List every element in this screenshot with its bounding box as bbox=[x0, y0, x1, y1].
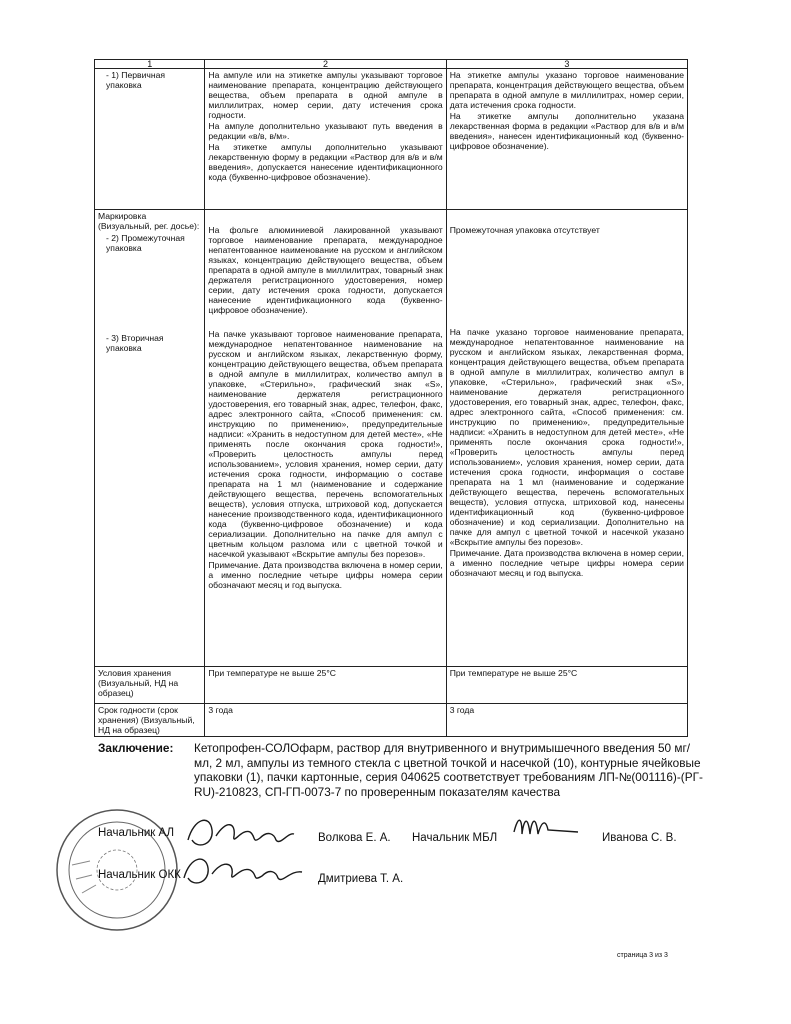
storage-result: При температуре не выше 25°С bbox=[446, 667, 687, 704]
head-okk-name: Дмитриева Т. А. bbox=[318, 873, 404, 885]
secondary-requirement-note: Примечание. Дата производства включена в номер серии, а именно последние четыре цифры номера серии обозначают месяц и год выпуска. bbox=[208, 560, 443, 590]
primary-pack-result bbox=[446, 69, 687, 210]
secondary-result: На пачке указано торговое наименование препарата, международное непатентованное наименование на русском и английском языках, лекарственная форма, концентрация действующего вещества, объем препарата в одной ампуле в миллилитрах, количество ампул в упаковке, «Стерильно», графический знак «S», наименование держателя регистрационного удостоверения, его товарный знак, адрес, телефон, факс, адрес электронного сайта, «Способ применения: см. инструкцию по применению», предупредительные надписи: «Хранить в недоступном для детей месте», «Не применять после окончания срока годности!», «Проверить целостность ампулы перед использованием», условия хранения, номер серии, дата истечения срока годности, информация о составе препарата на 1 мл (наименование и содержание действующего вещества, перечень вспомогательных веществ), условия отпуска, штриховой код, нанесены идентификационный код (буквенно-цифровое обозначение) и код сериализации. Дополнительно на пачке для ампул с цветной точкой и насечкой указано «Вскрытие ампулы без порезов». bbox=[449, 327, 684, 547]
intermediate-result: Промежуточная упаковка отсутствует bbox=[449, 225, 600, 235]
quality-table bbox=[94, 59, 688, 737]
marking-requirement bbox=[205, 210, 446, 667]
marking-label-cell bbox=[95, 210, 205, 667]
signature-okk bbox=[178, 850, 308, 894]
shelf-life-label: Срок годности (срок хранения) (Визуальный, НД на образец) bbox=[95, 704, 205, 737]
primary-pack-label: - 1) Первичная упаковка bbox=[95, 69, 205, 210]
shelf-life-requirement: 3 года bbox=[205, 704, 446, 737]
shelf-life-result: 3 года bbox=[446, 704, 687, 737]
storage-label: Условия хранения (Визуальный, НД на образец) bbox=[95, 667, 205, 704]
page-number: страница 3 из 3 bbox=[617, 952, 668, 959]
head-mbl-name: Иванова С. В. bbox=[602, 832, 677, 844]
intermediate-pack-label: - 2) Промежуточная упаковка bbox=[106, 233, 185, 253]
head-al-name: Волкова Е. А. bbox=[318, 832, 391, 844]
signature-mbl bbox=[508, 810, 588, 850]
primary-pack-requirement bbox=[205, 69, 446, 210]
table-row bbox=[95, 704, 688, 737]
marking-label: Маркировка (Визуальный, рег. досье): bbox=[98, 211, 200, 231]
head-al-label: Начальник АЛ bbox=[98, 827, 175, 839]
header-col-2: 2 bbox=[205, 60, 446, 69]
conclusion-label: Заключение: bbox=[98, 741, 174, 755]
table-row bbox=[95, 667, 688, 704]
secondary-result-note: Примечание. Дата производства включена в номер серии, а именно последние четыре цифры номера серии обозначают месяц и год выпуска. bbox=[449, 548, 684, 578]
primary-req-par-3: На этикетке ампулы дополнительно указывают лекарственную форму в редакции «Раствор для в/в и в/м введения», допускается нанесение идентификационного кода (буквенно-цифровое обозначение). bbox=[208, 142, 443, 182]
table-row bbox=[95, 69, 688, 210]
marking-result bbox=[446, 210, 687, 667]
table-header-row bbox=[95, 60, 688, 69]
primary-req-par-1: На ампуле или на этикетке ампулы указывают торговое наименование препарата, концентрацию действующего вещества, объем препарата в одной ампуле в миллилитрах, номер серии, дату истечения срока годности. bbox=[208, 70, 443, 120]
primary-req-par-2: На ампуле дополнительно указывают путь введения в редакции «в/в, в/м». bbox=[208, 121, 443, 141]
head-okk-label: Начальник ОКК bbox=[98, 869, 181, 881]
head-mbl-label: Начальник МБЛ bbox=[412, 832, 498, 844]
storage-requirement: При температуре не выше 25°С bbox=[205, 667, 446, 704]
primary-res-par-1: На этикетке ампулы указано торговое наименование препарата, концентрация действующего вещества, объем препарата в одной ампуле в миллилитрах, номер серии, дата истечения срока годности. bbox=[449, 70, 684, 110]
secondary-pack-label: - 3) Вторичная упаковка bbox=[106, 333, 164, 353]
secondary-requirement: На пачке указывают торговое наименование препарата, международное непатентованное наименование на русском и английском языках, лекарственную форму, концентрацию действующего вещества, объем препарата в одной ампуле в миллилитрах, количество ампул в упаковке, «Стерильно», графический знак «S», наименование держателя регистрационного удостоверения, его товарный знак, адрес, телефон, факс, адрес электронного сайта, «Способ применения: см. инструкцию по применению», предупредительные надписи: «Хранить в недоступном для детей месте», «Не применять после окончания срока годности!», «Проверить целостность ампулы перед использованием», условия хранения, номер серии, дату истечения срока годности, информацию о составе препарата на 1 мл (наименование и содержание действующего вещества, перечень вспомогательных веществ), условия отпуска, штриховой код, допускается нанесение производственного кода, идентификационного кода (буквенно-цифровое обозначение) и кода сериализации. Дополнительно на пачке для ампул с цветным кольцом разлома или с цветной точкой и насечкой указывают «Вскрытие ампулы без порезов». bbox=[208, 329, 443, 559]
table-row bbox=[95, 210, 688, 667]
conclusion-text: Кетопрофен-СОЛОфарм, раствор для внутривенного и внутримышечного введения 50 мг/мл, 2 мл, ампулы из темного стекла с цветной точкой и насечкой (10), контурные ячейковые упаковки (1), пачки картонные, серия 040625 соответствует требованиям ЛП-№(001116)-(РГ-RU)-210823, СП-ГП-0073-7 по проверенным показателям качества bbox=[194, 741, 703, 799]
primary-res-par-2: На этикетке ампулы дополнительно указана лекарственная форма в редакции «Раствор для в/в и в/м введения», нанесен идентификационный код (буквенно-цифровое обозначение). bbox=[449, 111, 684, 151]
header-col-3: 3 bbox=[446, 60, 687, 69]
header-col-1: 1 bbox=[95, 60, 205, 69]
intermediate-requirement: На фольге алюминиевой лакированной указывают торговое наименование препарата, международное непатентованное наименование на русском и английском языках, концентрацию действующего вещества, объем препарата в одной ампуле в миллилитрах, товарный знак держателя регистрационного удостоверения, номер серии, дату истечения срока годности, допускается нанесение идентификационного кода (буквенно-цифровое обозначение). bbox=[208, 225, 443, 315]
